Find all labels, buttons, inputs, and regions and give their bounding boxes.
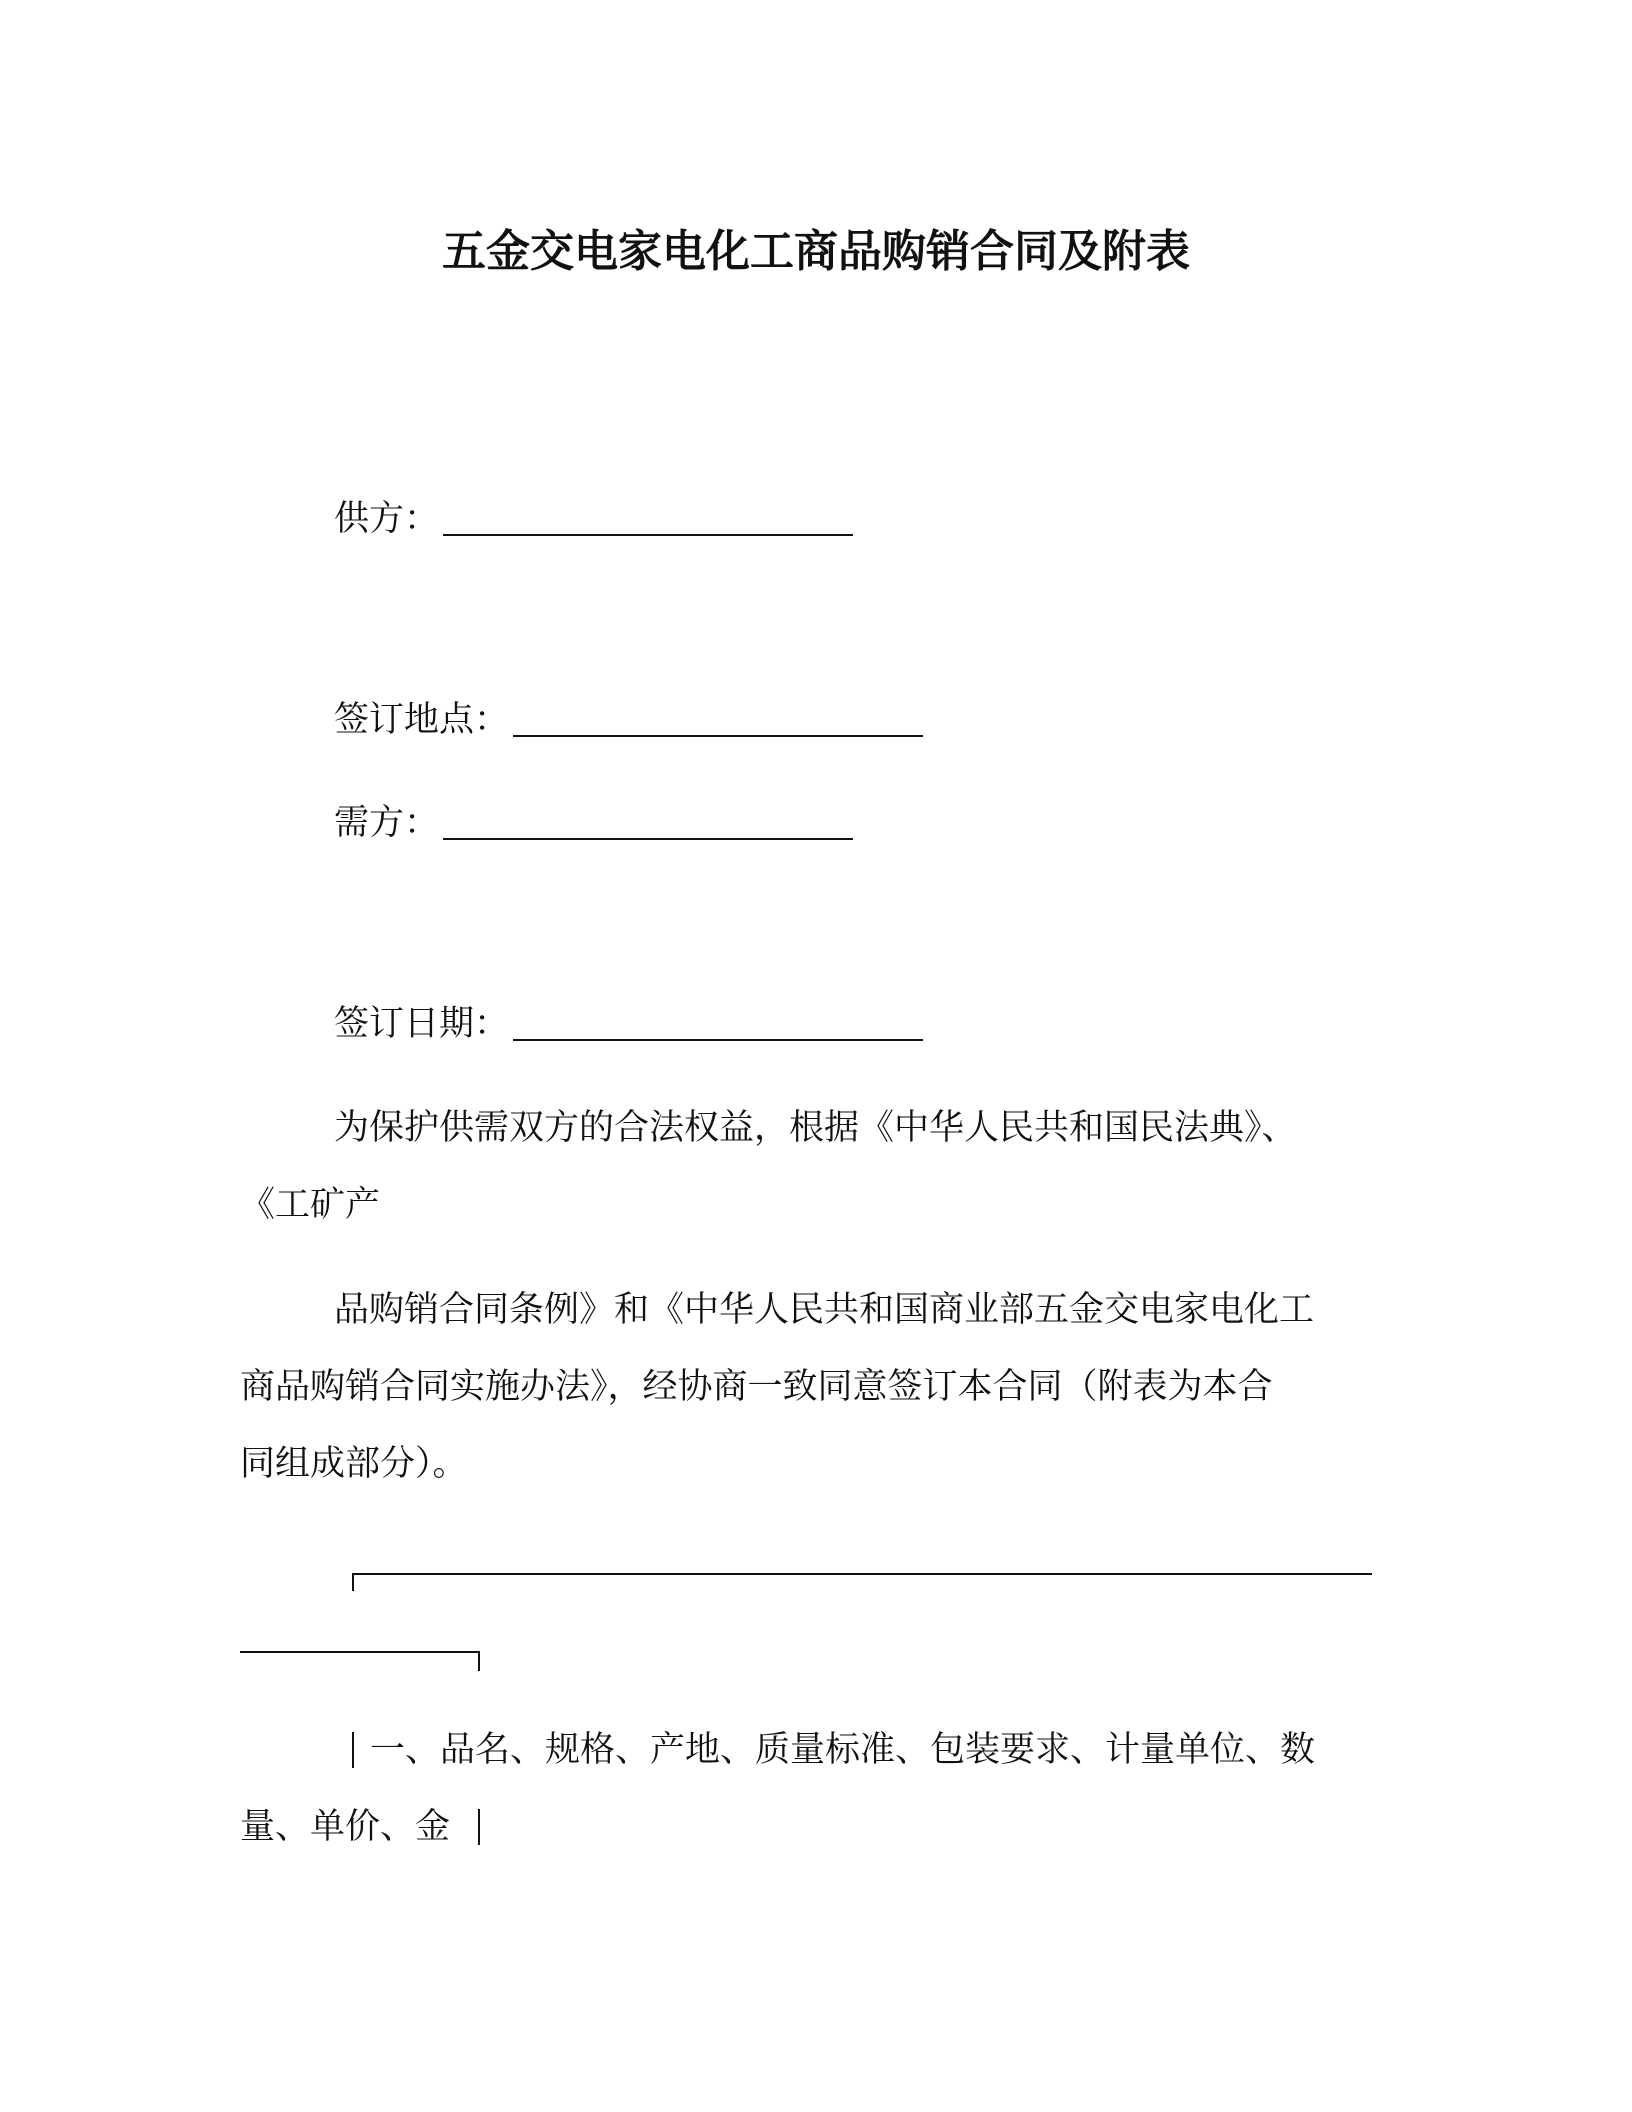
signing-date-field bbox=[334, 999, 923, 1049]
table-top-border bbox=[352, 1573, 1372, 1575]
signing-place-label: 签订地点： bbox=[334, 700, 510, 740]
buyer-blank-line bbox=[443, 838, 853, 840]
supplier-field bbox=[334, 494, 853, 544]
signing-place-field bbox=[334, 695, 923, 745]
supplier-label: 供方： bbox=[334, 499, 440, 539]
document-title: 五金交电家电化工商品购销合同及附表 bbox=[442, 226, 1190, 277]
buyer-label: 需方： bbox=[334, 803, 440, 843]
table-top-left-corner bbox=[352, 1573, 354, 1591]
table-inner-corner bbox=[478, 1651, 480, 1671]
signing-date-label: 签订日期： bbox=[334, 1004, 510, 1044]
paragraph-1-line-2: 《工矿产 bbox=[240, 1185, 381, 1225]
table-left-bar bbox=[352, 1732, 354, 1768]
table-row-1-line-2: 量、单价、金 bbox=[240, 1807, 451, 1847]
signing-date-blank-line bbox=[513, 1039, 923, 1041]
signing-place-blank-line bbox=[513, 735, 923, 737]
table-right-bar bbox=[478, 1809, 480, 1845]
table-row-1-line-1: 一、品名、规格、产地、质量标准、包装要求、计量单位、数 bbox=[370, 1730, 1316, 1770]
supplier-blank-line bbox=[443, 534, 853, 536]
table-inner-border bbox=[240, 1651, 480, 1653]
buyer-field bbox=[334, 798, 853, 848]
paragraph-2-line-2: 商品购销合同实施办法》，经协商一致同意签订本合同（附表为本合 bbox=[240, 1367, 1273, 1407]
paragraph-2-line-3: 同组成部分）。 bbox=[240, 1444, 468, 1484]
paragraph-2-line-1: 品购销合同条例》和《中华人民共和国商业部五金交电家电化工 bbox=[334, 1290, 1315, 1330]
paragraph-1-line-1: 为保护供需双方的合法权益，根据《中华人民共和国民法典》、 bbox=[334, 1108, 1297, 1148]
